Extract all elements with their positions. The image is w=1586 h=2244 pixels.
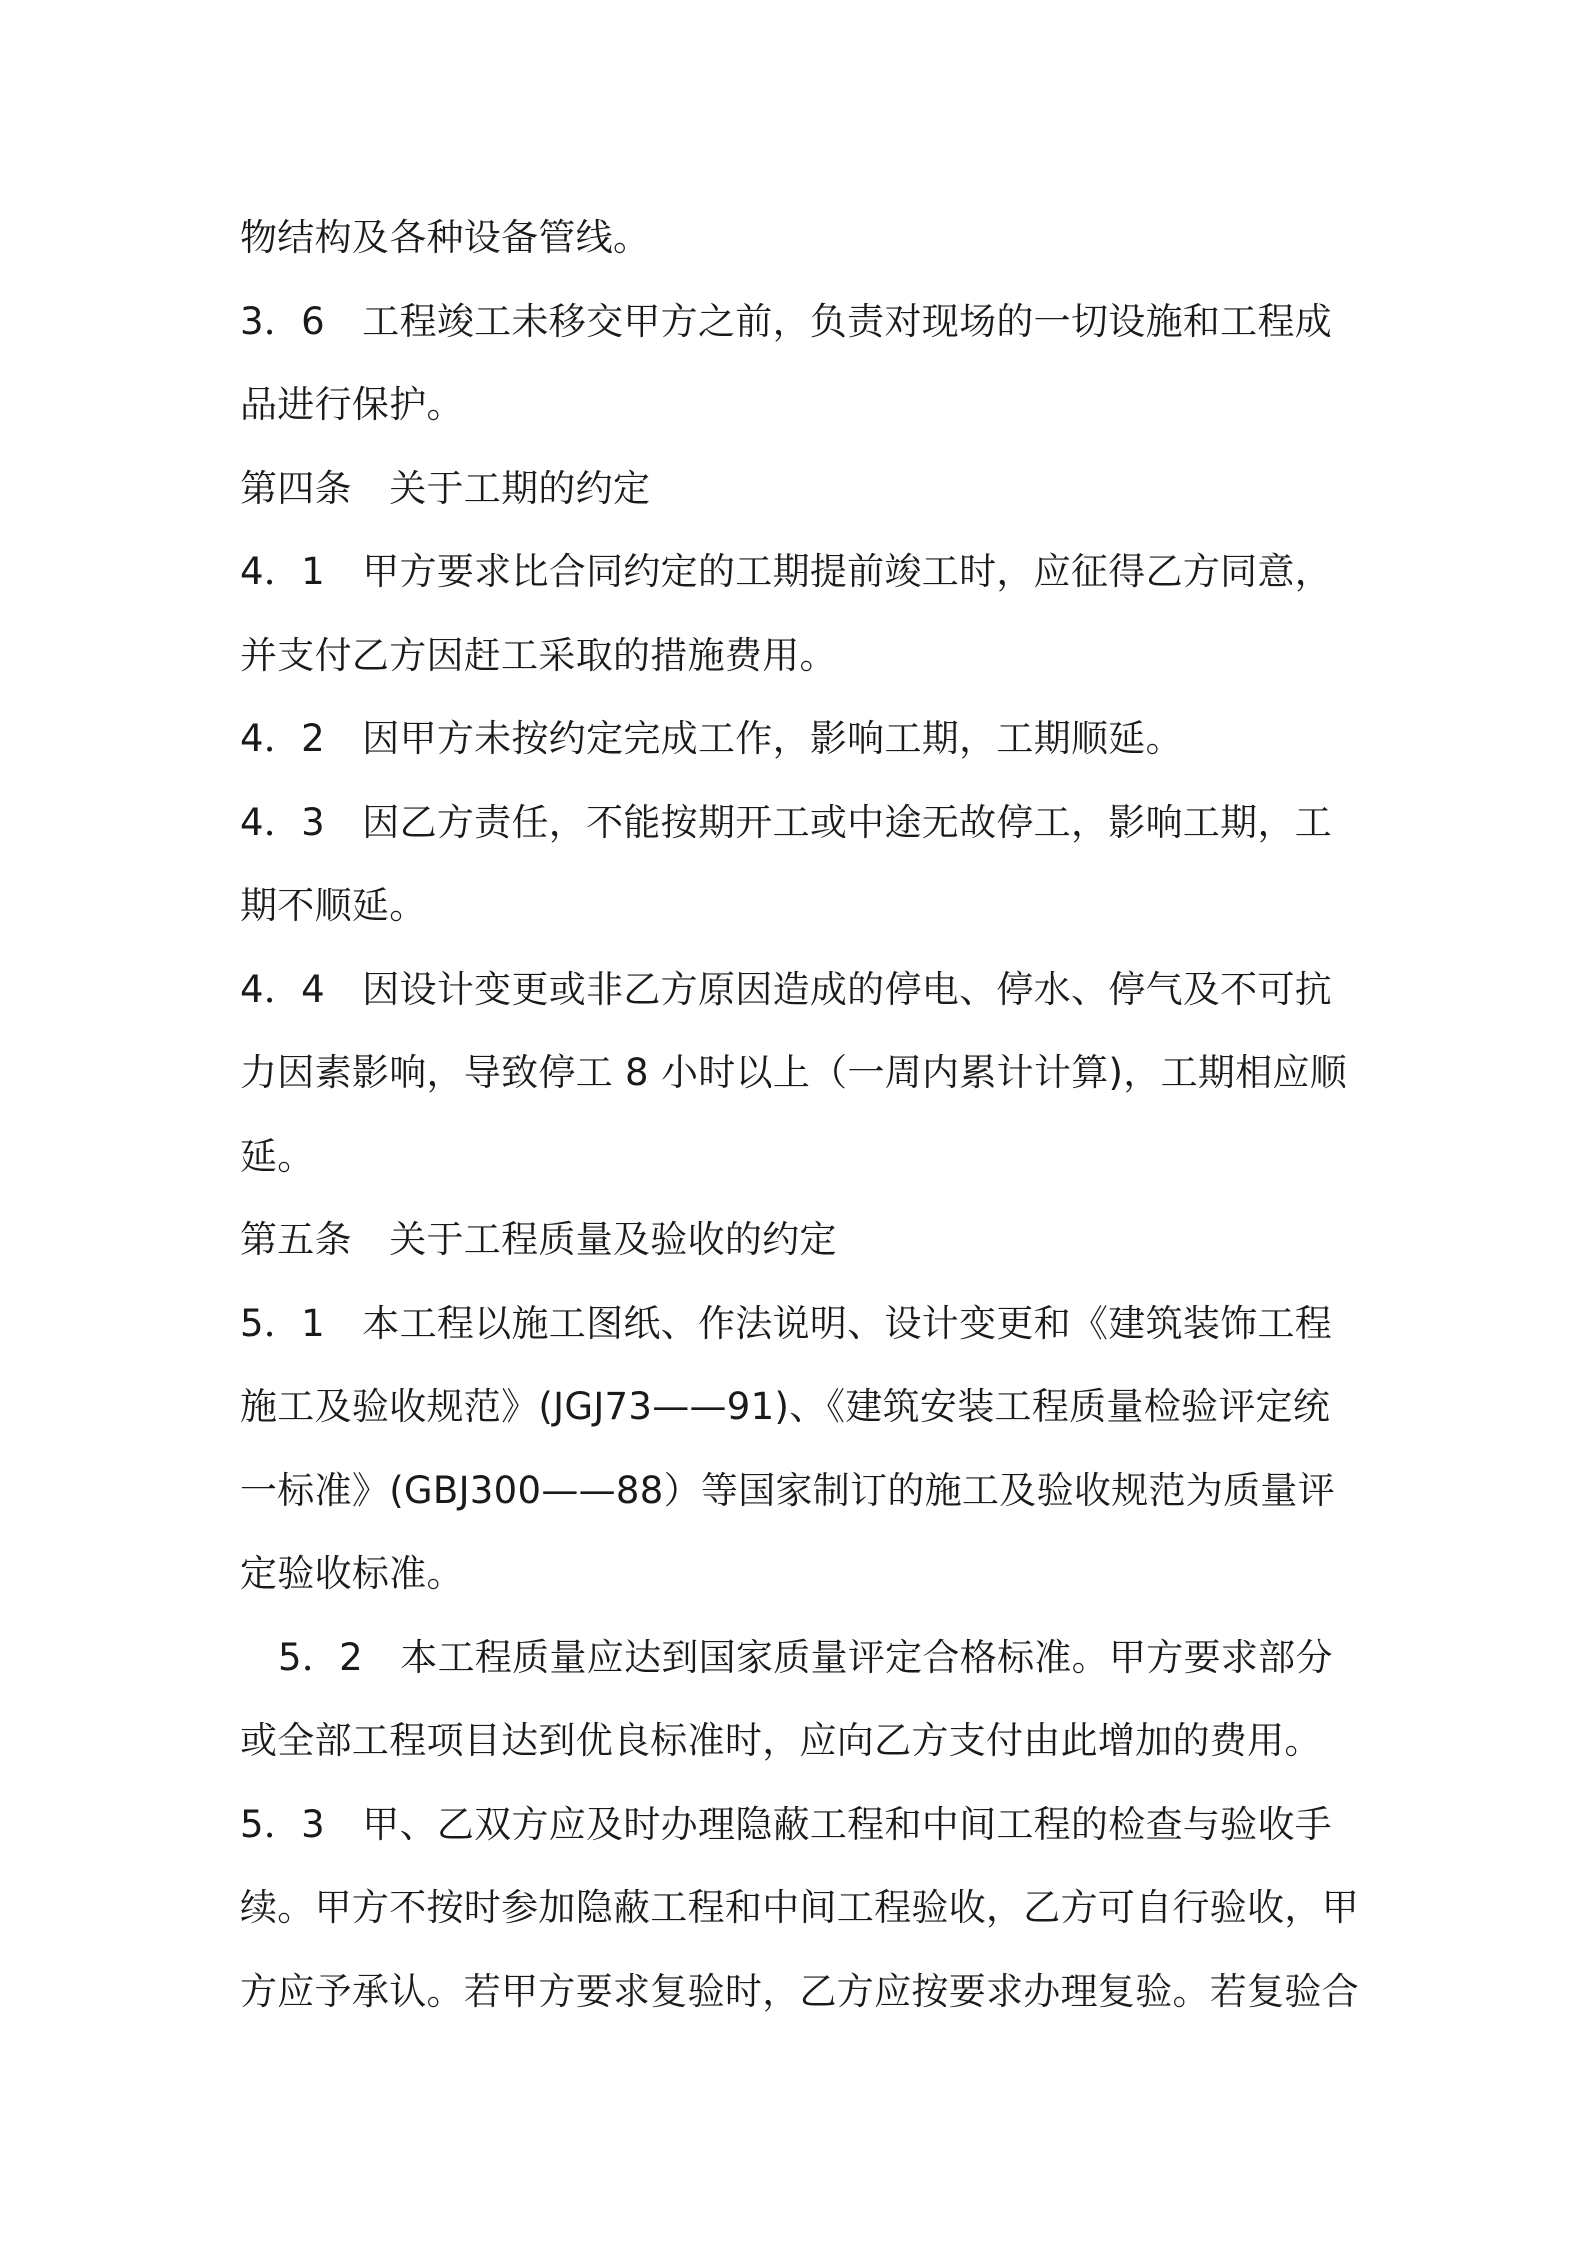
text-line: 或全部工程项目达到优良标准时，应向乙方支付由此增加的费用。 (240, 1719, 1322, 1762)
text-line: 力因素影响，导致停工 8 小时以上（一周内累计计算)，工期相应顺 (240, 1051, 1348, 1094)
text-line: 品进行保护。 (240, 383, 464, 426)
text-line: 一标准》(GBJ300——88）等国家制订的施工及验收规范为质量评 (240, 1468, 1336, 1512)
text-line: 施工及验收规范》(JGJ73——91)、《建筑安装工程质量检验评定统 (240, 1385, 1331, 1428)
clause-5-2-line: 5．2 本工程质量应达到国家质量评定合格标准。甲方要求部分 (278, 1635, 1333, 1679)
clause-4-2-line: 4．2 因甲方未按约定完成工作，影响工期，工期顺延。 (240, 717, 1183, 760)
text-line: 续。甲方不按时参加隐蔽工程和中间工程验收，乙方可自行验收，甲 (240, 1886, 1359, 1929)
text-line: 定验收标准。 (240, 1552, 464, 1595)
text-line: 方应予承认。若甲方要求复验时，乙方应按要求办理复验。若复验合 (240, 1969, 1359, 2013)
text-line: 延。 (240, 1134, 315, 1178)
text-line: 期不顺延。 (240, 884, 427, 927)
article-4-heading: 第四条 关于工期的约定 (240, 466, 651, 510)
clause-5-1-line: 5．1 本工程以施工图纸、作法说明、设计变更和《建筑装饰工程 (240, 1301, 1333, 1345)
article-5-heading: 第五条 关于工程质量及验收的约定 (240, 1218, 837, 1261)
text-line: 并支付乙方因赶工采取的措施费用。 (240, 633, 837, 677)
clause-4-4-line: 4．4 因设计变更或非乙方原因造成的停电、停水、停气及不可抗 (240, 967, 1333, 1011)
clause-4-3-line: 4．3 因乙方责任，不能按期开工或中途无故停工，影响工期，工 (240, 800, 1333, 844)
text-line: 物结构及各种设备管线。 (240, 216, 651, 259)
clause-3-6-line: 3．6 工程竣工未移交甲方之前，负责对现场的一切设施和工程成 (240, 299, 1333, 343)
contract-text-body (240, 196, 1360, 2033)
clause-4-1-line: 4．1 甲方要求比合同约定的工期提前竣工时，应征得乙方同意， (240, 550, 1333, 593)
clause-5-3-line: 5．3 甲、乙双方应及时办理隐蔽工程和中间工程的检查与验收手 (240, 1802, 1333, 1846)
